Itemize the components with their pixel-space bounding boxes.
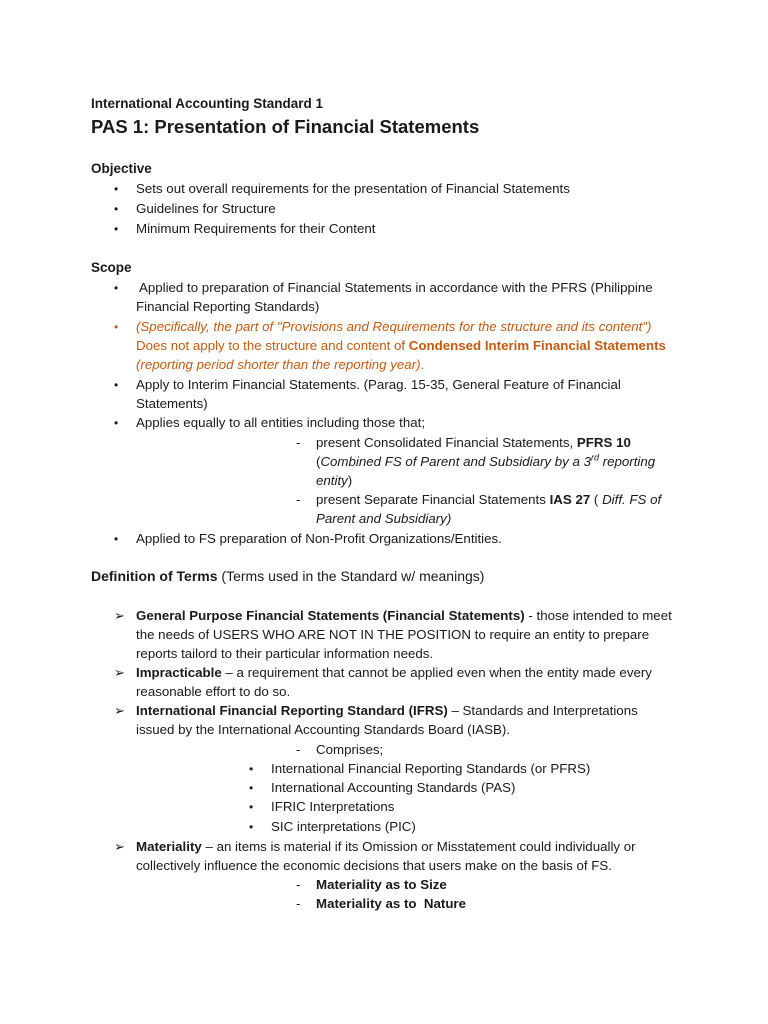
objective-item: Guidelines for Structure bbox=[136, 201, 276, 216]
bullet-icon: • bbox=[114, 378, 119, 392]
scope-item-text: Applies equally to all entities including those that; bbox=[136, 415, 426, 430]
definition-text bbox=[136, 837, 636, 857]
scope-text-part: present Separate Financial Statements bbox=[316, 492, 550, 507]
bullet-icon: • bbox=[114, 182, 119, 196]
pfrs-10-label: PFRS 10 bbox=[576, 435, 631, 450]
scope-text-part: entity bbox=[316, 473, 348, 488]
comprise-item: International Financial Reporting Standards (or PFRS) bbox=[271, 761, 591, 776]
definition-text-part: - those intended to meet bbox=[524, 608, 672, 623]
bullet-icon: • bbox=[114, 202, 119, 216]
definitions-heading bbox=[91, 567, 484, 587]
arrow-bullet-icon: ➢ bbox=[114, 665, 125, 680]
scope-text-part: Diff. FS of bbox=[602, 492, 662, 507]
bullet-icon: • bbox=[114, 416, 119, 430]
bullet-icon: • bbox=[114, 532, 119, 546]
scope-text-part: present Consolidated Financial Statements, bbox=[316, 435, 577, 450]
scope-item-text: Statements) bbox=[136, 396, 208, 411]
scope-text-part: ) bbox=[347, 473, 353, 488]
bullet-icon: • bbox=[249, 800, 254, 814]
definition-text-part: – Standards and Interpretations bbox=[447, 703, 638, 718]
definition-text: collectively influence the economic decisions that users make on the basis of FS. bbox=[136, 858, 612, 873]
comprises-label: Comprises; bbox=[316, 742, 384, 757]
scope-text-part: ( bbox=[316, 454, 321, 469]
comprise-item: SIC interpretations (PIC) bbox=[271, 819, 416, 834]
superscript-rd: rd bbox=[590, 452, 599, 463]
scope-item-text: Apply to Interim Financial Statements. (Parag. 15-35, General Feature of Financial bbox=[136, 377, 621, 392]
scope-text-part: reporting bbox=[598, 454, 656, 469]
scope-subitem-text bbox=[316, 490, 661, 510]
comprise-item: International Accounting Standards (PAS) bbox=[271, 780, 516, 795]
scope-text-part: Combined FS of Parent and Subsidiary by a 3 bbox=[320, 454, 591, 469]
term-impracticable: Impracticable bbox=[136, 665, 222, 680]
dash-icon: - bbox=[296, 877, 301, 892]
scope-item-text bbox=[136, 336, 666, 356]
objective-heading: Objective bbox=[91, 161, 152, 176]
definition-text bbox=[136, 701, 638, 721]
comprise-item: IFRIC Interpretations bbox=[271, 799, 395, 814]
dash-icon: - bbox=[296, 435, 301, 450]
arrow-bullet-icon: ➢ bbox=[114, 608, 125, 623]
scope-text-part: (reporting period shorter than the reporting year) bbox=[136, 357, 421, 372]
arrow-bullet-icon: ➢ bbox=[114, 703, 125, 718]
definition-text: reports tailord to their particular information needs. bbox=[136, 646, 434, 661]
scope-subitem-text bbox=[316, 433, 631, 453]
definition-text bbox=[136, 663, 652, 683]
dash-icon: - bbox=[296, 492, 301, 507]
scope-subitem-text bbox=[316, 471, 352, 491]
bullet-icon: • bbox=[249, 762, 254, 776]
document-title: PAS 1: Presentation of Financial Statements bbox=[91, 116, 480, 137]
bullet-icon: • bbox=[249, 781, 254, 795]
scope-item-text: (Specifically, the part of "Provisions and Requirements for the structure and its content") bbox=[136, 319, 652, 334]
arrow-bullet-icon: ➢ bbox=[114, 839, 125, 854]
scope-item-text: Applied to preparation of Financial Statements in accordance with the PFRS (Philippine bbox=[136, 280, 653, 295]
definition-text: the needs of USERS WHO ARE NOT IN THE POSITION to require an entity to prepare bbox=[136, 627, 650, 642]
objective-item: Sets out overall requirements for the presentation of Financial Statements bbox=[136, 181, 570, 196]
scope-item-text: Applied to FS preparation of Non-Profit Organizations/Entities. bbox=[136, 531, 502, 546]
scope-text-part: . bbox=[420, 357, 425, 372]
definitions-heading-bold: Definition of Terms bbox=[91, 568, 218, 584]
scope-subitem-text bbox=[316, 452, 655, 472]
dash-icon: - bbox=[296, 896, 301, 911]
term-gpfs: General Purpose Financial Statements (Financial Statements) bbox=[136, 608, 525, 623]
objective-item: Minimum Requirements for their Content bbox=[136, 221, 376, 236]
bullet-icon: • bbox=[114, 281, 119, 295]
scope-item-text bbox=[136, 355, 424, 375]
term-ifrs: International Financial Reporting Standard (IFRS) bbox=[136, 703, 448, 718]
scope-subitem-text: Parent and Subsidiary) bbox=[316, 511, 452, 526]
scope-text-part: ( bbox=[590, 492, 603, 507]
document-subtitle: International Accounting Standard 1 bbox=[91, 96, 324, 111]
term-materiality: Materiality bbox=[136, 839, 202, 854]
bullet-icon: • bbox=[249, 820, 254, 834]
bullet-icon: • bbox=[114, 222, 119, 236]
definition-text bbox=[136, 606, 672, 626]
ias-27-label: IAS 27 bbox=[549, 492, 591, 507]
definition-text-part: – an items is material if its Omission or Misstatement could individually or bbox=[201, 839, 636, 854]
materiality-size: Materiality as to Size bbox=[316, 877, 447, 892]
scope-item-text: Financial Reporting Standards) bbox=[136, 299, 320, 314]
bullet-icon: • bbox=[114, 320, 119, 334]
definition-text-part: – a requirement that cannot be applied even when the entity made every bbox=[221, 665, 652, 680]
definitions-heading-rest: (Terms used in the Standard w/ meanings) bbox=[217, 568, 485, 584]
scope-text-part: Does not apply to the structure and content of bbox=[136, 338, 409, 353]
materiality-nature: Materiality as to Nature bbox=[316, 896, 467, 911]
scope-heading: Scope bbox=[91, 260, 132, 275]
definition-text: issued by the International Accounting Standards Board (IASB). bbox=[136, 722, 511, 737]
dash-icon: - bbox=[296, 742, 301, 757]
condensed-interim-highlight: Condensed Interim Financial Statements bbox=[408, 338, 666, 353]
definition-text: reasonable effort to do so. bbox=[136, 684, 291, 699]
